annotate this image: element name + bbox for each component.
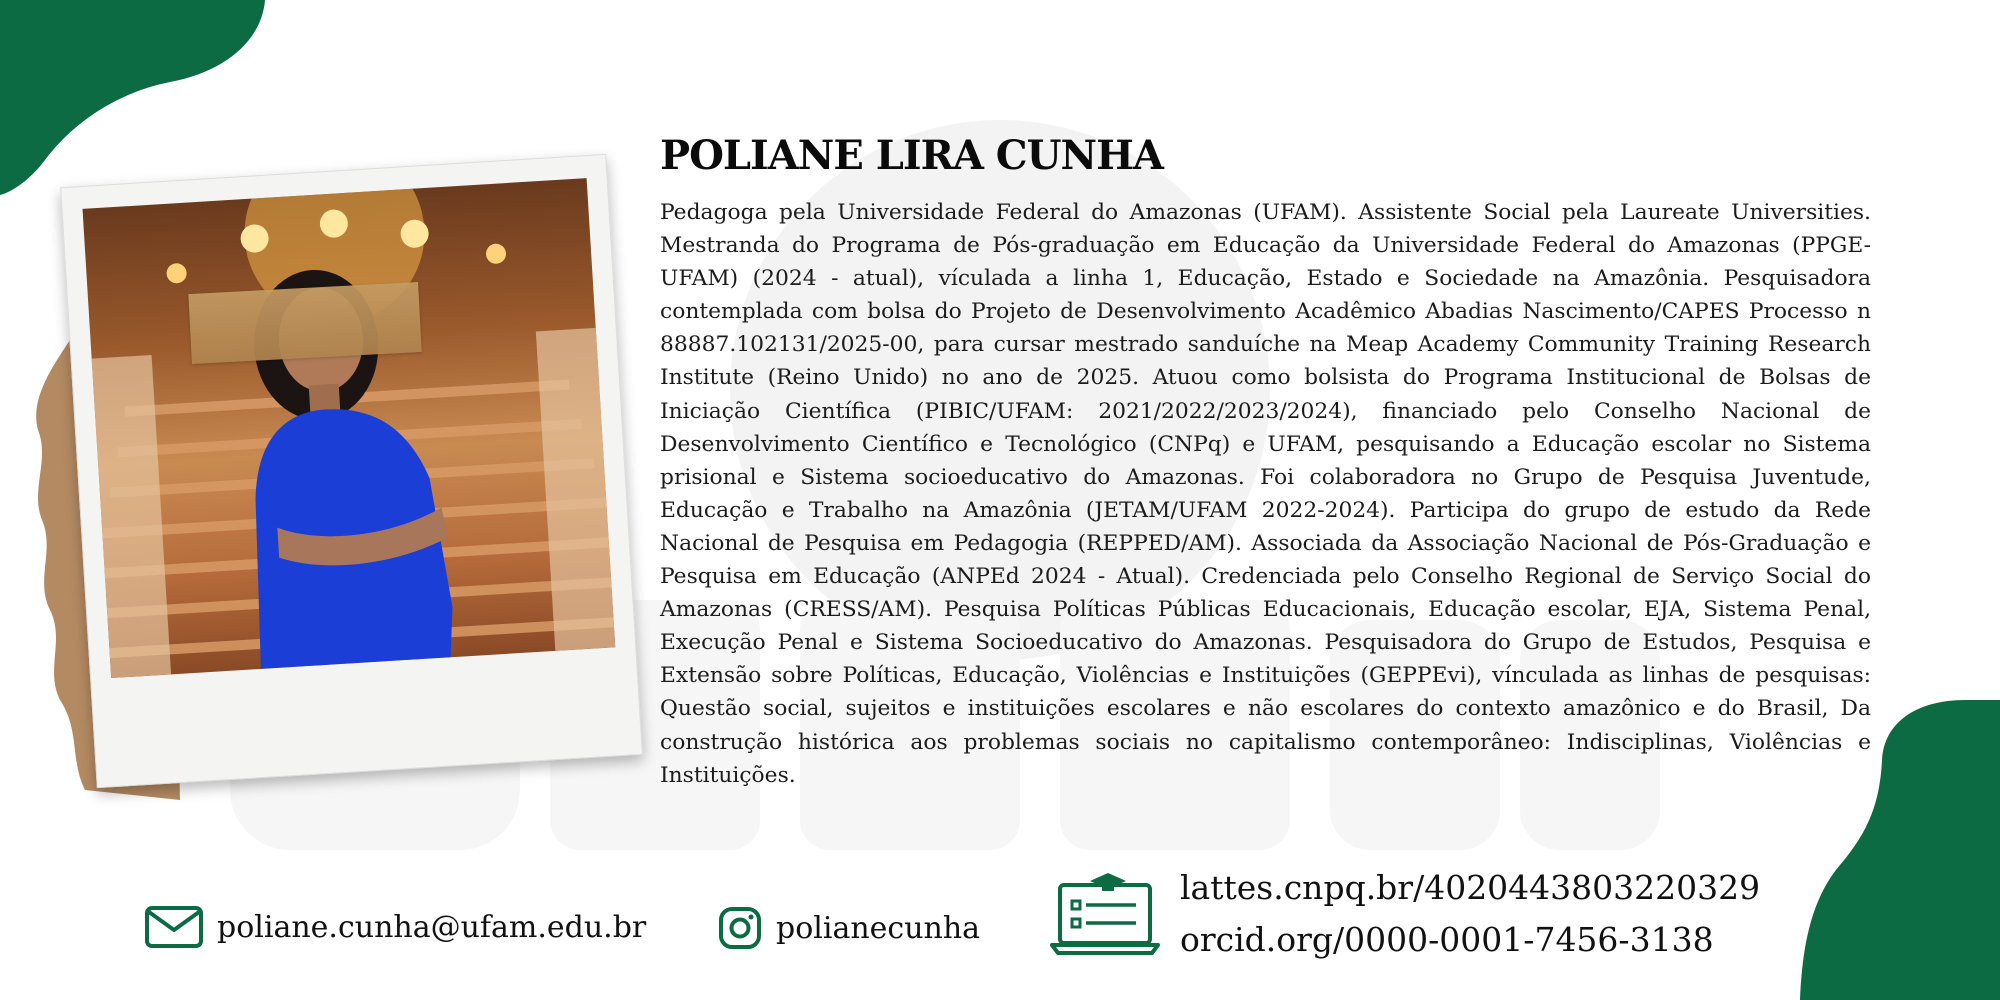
instagram-text[interactable]: polianecunha xyxy=(776,910,981,946)
email-contact[interactable] xyxy=(145,906,646,948)
lattes-link[interactable]: lattes.cnpq.br/4020443803220329 xyxy=(1180,868,1761,907)
profile-photo-frame xyxy=(30,140,640,800)
instagram-contact[interactable] xyxy=(718,906,980,950)
polaroid-frame xyxy=(60,154,643,788)
instagram-icon xyxy=(718,906,762,950)
profile-photo xyxy=(82,178,615,678)
mail-icon xyxy=(145,906,203,948)
profile-bio: Pedagoga pela Universidade Federal do Amazonas (UFAM). Assistente Social pela Laureate Universities. Mestranda do Programa de Pós-graduação em Educação da Universidade Federal do Amazonas (PPGE-UFAM) (2024 - atual), vículada a linha 1, Educação, Estado e Sociedade na Amazônia. Pesquisadora contemplada com bolsa do Projeto de Desenvolvimento Acadêmico Abadias Nascimento/CAPES Processo n 88887.102131/2025-00, para cursar mestrado sanduíche na Meap Academy Community Training Research Institute (Reino Unido) no ano de 2025. Atuou como bolsista do Programa Institucional de Bolsas de Iniciação Científica (PIBIC/UFAM: 2021/2022/2023/2024), financiado pelo Conselho Nacional de Desenvolvimento Científico e Tecnológico (CNPq) e UFAM, pesquisando a Educação escolar no Sistema prisional e Sistema socioeducativo do Amazonas. Foi colaboradora no Grupo de Pesquisa Juventude, Educação e Trabalho na Amazônia (JETAM/UFAM 2022-2024). Participa do grupo de estudo da Rede Nacional de Pesquisa em Pedagogia (REPPED/AM). Associada da Associação Nacional de Pós-Graduação e Pesquisa em Educação (ANPEd 2024 - Atual). Credenciada pelo Conselho Regional de Serviço Social do Amazonas (CRESS/AM). Pesquisa Políticas Públicas Educacionais, Educação escolar, EJA, Sistema Penal, Execução Penal e Sistema Socioeducativo do Amazonas. Pesquisadora do Grupo de Estudos, Pesquisa e Extensão sobre Políticas, Educação, Violências e Instituições (GEPPEvi), vínculada as linhas de pesquisas: Questão social, sujeitos e instituições escolares e não escolares do contexto amazônico e do Brasil, Da construção histórica aos problemas sociais no capitalismo contemporâneo: Indisciplinas, Violências e Instituições. xyxy=(660,200,1871,788)
profile-name: POLIANE LIRA CUNHA xyxy=(660,132,1163,179)
orcid-link[interactable]: orcid.org/0000-0001-7456-3138 xyxy=(1180,920,1714,959)
portrait-illustration xyxy=(82,178,615,678)
tape-strip xyxy=(188,282,421,364)
email-text[interactable]: poliane.cunha@ufam.edu.br xyxy=(217,909,647,945)
academic-links xyxy=(1050,864,1760,964)
graduation-laptop-icon xyxy=(1050,871,1160,957)
